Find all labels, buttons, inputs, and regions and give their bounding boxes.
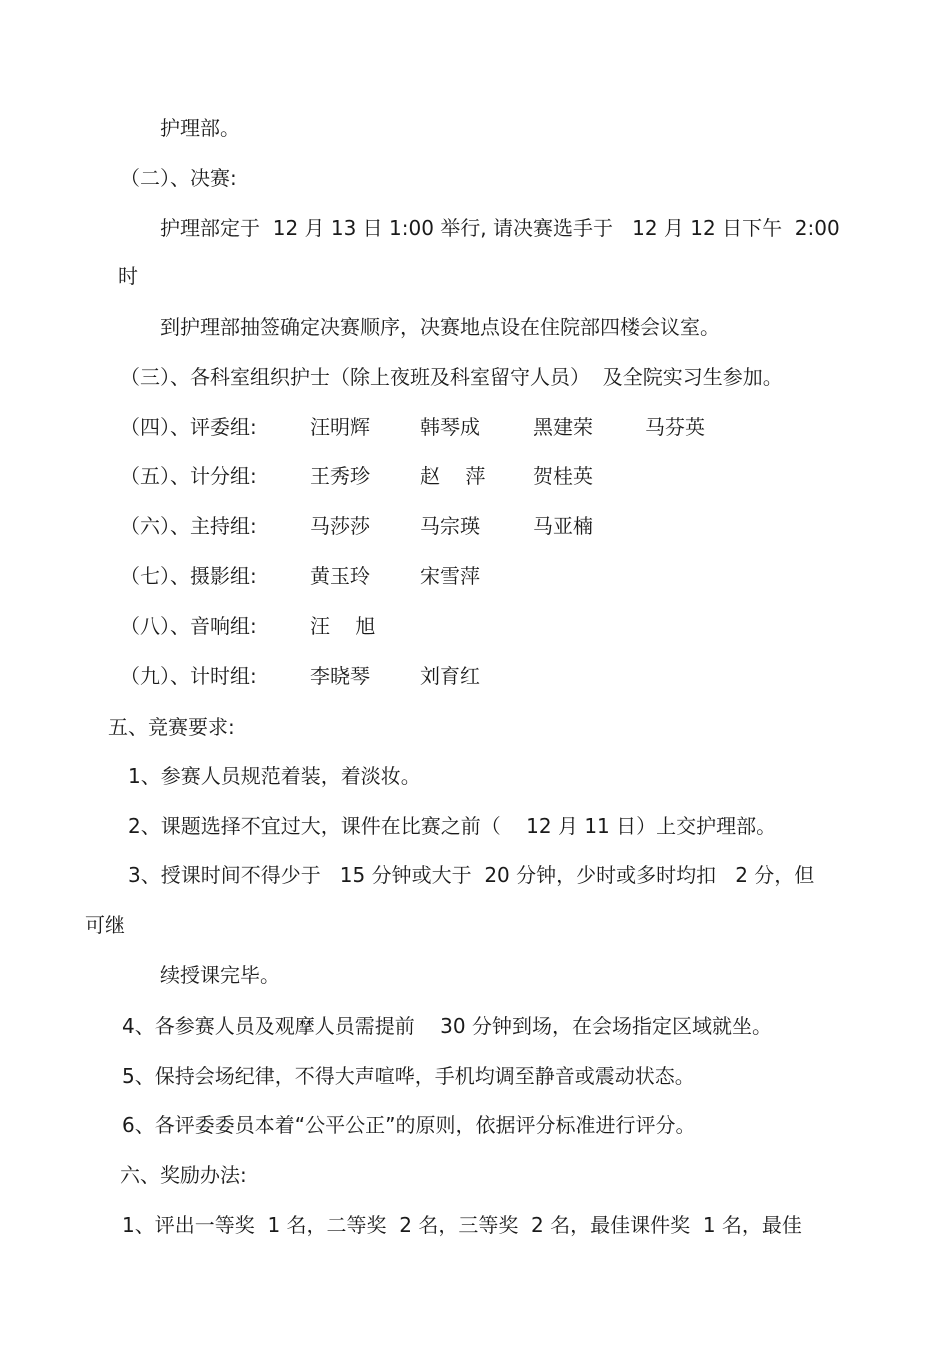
text-line: （三）、各科室组织护士（除上夜班及科室留守人员） 及全院实习生参加。 xyxy=(120,365,783,389)
member-name: 黑建荣 xyxy=(533,415,593,439)
member-name: 马芬英 xyxy=(645,415,705,439)
member-name: 汪 旭 xyxy=(310,614,376,638)
text-line: 可继 xyxy=(85,913,125,937)
group-label: （五）、计分组: xyxy=(120,464,257,488)
requirement-item: 5、保持会场纪律，不得大声喧哗，手机均调至静音或震动状态。 xyxy=(122,1064,695,1088)
section-heading: （二）、决赛: xyxy=(120,166,237,190)
group-label: （六）、主持组: xyxy=(120,514,257,538)
award-item: 1、评出一等奖 1 名，二等奖 2 名，三等奖 2 名，最佳课件奖 1 名，最佳 xyxy=(122,1213,802,1237)
text-line: 续授课完毕。 xyxy=(160,963,280,987)
text-line: 到护理部抽签确定决赛顺序，决赛地点设在住院部四楼会议室。 xyxy=(160,315,720,339)
group-label: （七）、摄影组: xyxy=(120,564,257,588)
group-label: （九）、计时组: xyxy=(120,664,257,688)
requirement-item: 6、各评委委员本着“公平公正”的原则，依据评分标准进行评分。 xyxy=(122,1113,696,1137)
group-label: （八）、音响组: xyxy=(120,614,257,638)
requirement-item: 1、参赛人员规范着装，着淡妆。 xyxy=(128,764,421,788)
group-label: （四）、评委组: xyxy=(120,415,257,439)
member-name: 李晓琴 xyxy=(310,664,370,688)
member-name: 贺桂英 xyxy=(533,464,593,488)
text-line: 护理部。 xyxy=(160,116,240,140)
member-name: 马莎莎 xyxy=(310,514,370,538)
member-name: 王秀珍 xyxy=(310,464,370,488)
member-name: 韩琴成 xyxy=(420,415,480,439)
member-name: 马亚楠 xyxy=(533,514,593,538)
text-line: 护理部定于 12 月 13 日 1:00 举行, 请决赛选手于 12 月 12 日下午 2:00 xyxy=(160,216,840,240)
member-name: 汪明辉 xyxy=(310,415,370,439)
text-line: 时 xyxy=(118,264,138,288)
member-name: 赵 萍 xyxy=(420,464,486,488)
requirement-item: 2、课题选择不宜过大，课件在比赛之前（ 12 月 11 日）上交护理部。 xyxy=(128,814,777,838)
member-name: 宋雪萍 xyxy=(420,564,480,588)
requirement-item: 4、各参赛人员及观摩人员需提前 30 分钟到场，在会场指定区域就坐。 xyxy=(122,1014,772,1038)
member-name: 刘育红 xyxy=(420,664,480,688)
requirement-item: 3、授课时间不得少于 15 分钟或大于 20 分钟，少时或多时均扣 2 分，但 xyxy=(128,863,815,887)
member-name: 黄玉玲 xyxy=(310,564,370,588)
member-name: 马宗瑛 xyxy=(420,514,480,538)
section-heading: 六、奖励办法: xyxy=(120,1163,247,1187)
section-heading: 五、竞赛要求: xyxy=(108,715,235,739)
